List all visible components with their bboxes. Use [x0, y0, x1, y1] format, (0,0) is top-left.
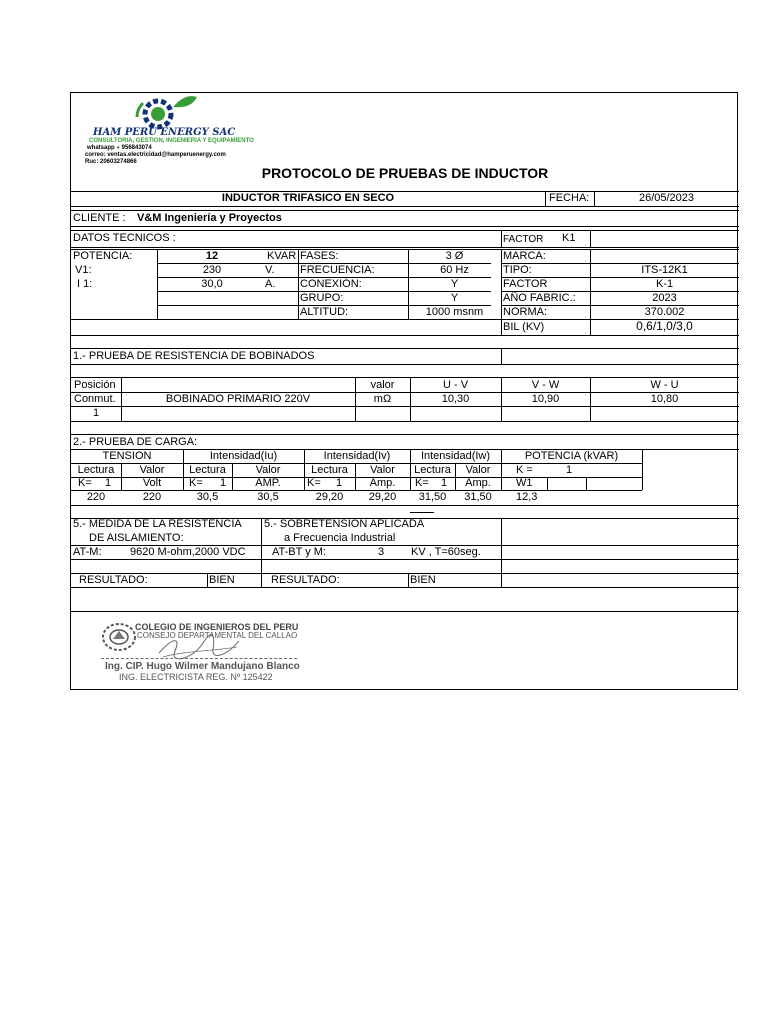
company-whatsapp: whatsapp ● 956843074	[87, 145, 152, 151]
sub-lectura-2: Lectura	[189, 464, 226, 476]
fases-value: 3 Ø	[445, 250, 464, 262]
group-iu: Intensidad(Iu)	[209, 450, 278, 462]
company-name: HAM PERU ENERGY SAC	[93, 127, 236, 138]
company-email: correo: ventas.electricidad@hamperuenergy.com	[85, 152, 226, 158]
altitud-value: 1000 msnm	[425, 306, 484, 318]
krow-v1: 1	[105, 477, 112, 489]
group-tension: TENSION	[102, 450, 152, 462]
norma-label: NORMA:	[503, 306, 547, 318]
conexion-label: CONEXIÓN:	[300, 278, 362, 290]
factor-label: FACTOR	[503, 234, 544, 245]
fecha-label: FECHA:	[549, 192, 590, 204]
krow-amp2: Amp.	[369, 477, 396, 489]
conexion-value: Y	[450, 278, 459, 290]
posicion-label: Posición	[74, 379, 116, 391]
frecuencia-value: 60 Hz	[440, 264, 469, 276]
resultado-a-value: BIEN	[209, 574, 235, 586]
valor-label: valor	[370, 379, 395, 391]
at-bt-unit: KV , T=60seg.	[411, 546, 481, 558]
section5b-subtitle: a Frecuencia Industrial	[284, 532, 396, 544]
stamp-name: Ing. CIP. Hugo Wilmer Mandujano Blanco	[105, 661, 300, 672]
resultado-b-label: RESULTADO:	[271, 574, 340, 586]
sub-valor-1: Valor	[139, 464, 165, 476]
factor2-label: FACTOR	[503, 278, 548, 290]
col-wu: W - U	[650, 379, 679, 391]
carga-val-5: 29,20	[315, 491, 344, 503]
krow-w1: W1	[516, 477, 533, 489]
krow-k1: K=	[78, 477, 92, 489]
v1-label: V1:	[75, 264, 92, 276]
frecuencia-label: FRECUENCIA:	[300, 264, 375, 276]
norma-value: 370.002	[644, 306, 685, 318]
anio-label: AÑO FABRIC.:	[503, 292, 576, 304]
i1-value: 30,0	[201, 278, 223, 290]
sub-valor-3: Valor	[370, 464, 395, 476]
krow-v4: 1	[441, 477, 448, 489]
anio-value: 2023	[652, 292, 677, 304]
sub-lectura-4: Lectura	[414, 464, 451, 476]
factor-value: K1	[562, 232, 576, 244]
v1-value: 230	[202, 264, 222, 276]
factor2-value: K-1	[655, 278, 674, 290]
group-iw: Intensidad(Iw)	[420, 450, 491, 462]
section2-title: 2.- PRUEBA DE CARGA:	[73, 436, 198, 448]
at-m-value: 9620 M-ohm,2000 VDC	[130, 546, 246, 558]
potencia-label: POTENCIA:	[73, 250, 133, 262]
krow-k4: K=	[415, 477, 429, 489]
bobinado-label: BOBINADO PRIMARIO 220V	[165, 393, 311, 405]
resultado-b-value: BIEN	[410, 574, 436, 586]
krow-volt: Volt	[142, 477, 162, 489]
position-value: 1	[92, 407, 100, 419]
value-wu: 10,80	[650, 393, 679, 405]
stamp-sub: CONSEJO DEPARTAMENTAL DEL CALLAO	[137, 631, 298, 640]
krow-k2: K=	[189, 477, 203, 489]
page-title: PROTOCOLO DE PRUEBAS DE INDUCTOR	[261, 165, 549, 181]
potencia-unit: KVAR	[267, 250, 297, 262]
at-bt-label: AT-BT y M:	[272, 546, 326, 558]
carga-val-8: 31,50	[464, 491, 492, 503]
fecha-value: 26/05/2023	[638, 192, 695, 204]
carga-val-6: 29,20	[368, 491, 397, 503]
sub-lectura-1: Lectura	[77, 464, 115, 476]
valor-unit: mΩ	[373, 393, 392, 405]
sub-lectura-3: Lectura	[311, 464, 348, 476]
k-value: 1	[566, 464, 573, 476]
bil-value: 0,6/1,0/3,0	[636, 319, 693, 333]
value-vw: 10,90	[531, 393, 560, 405]
carga-val-3: 30,5	[196, 491, 219, 503]
fases-label: FASES:	[300, 250, 339, 262]
group-iv: Intensidad(Iv)	[323, 450, 391, 462]
value-uv: 10,30	[441, 393, 470, 405]
company-tagline: CONSULTORIA, GESTION, INGENIERIA Y EQUIPAMIENTO	[89, 138, 254, 144]
v1-unit: V.	[265, 264, 275, 276]
client-value: V&M Ingeniería y Proyectos	[137, 212, 282, 224]
tipo-value: ITS-12K1	[641, 264, 688, 276]
protocol-document	[70, 92, 738, 690]
carga-val-9: 12,3	[516, 491, 538, 503]
stamp-org: COLEGIO DE INGENIEROS DEL PERU	[135, 622, 299, 632]
col-vw: V - W	[531, 379, 560, 391]
stamp-reg: ING. ELECTRICISTA REG. Nº 125422	[119, 672, 273, 682]
carga-val-7: 31,50	[418, 491, 447, 503]
carga-val-2: 220	[142, 491, 162, 503]
i1-label: I 1:	[77, 278, 93, 290]
krow-v2: 1	[220, 477, 227, 489]
krow-amp1: AMP.	[255, 477, 281, 489]
cip-seal-icon	[101, 621, 137, 653]
datos-tecnicos-label: DATOS TECNICOS :	[73, 232, 176, 244]
equipment-type: INDUCTOR TRIFASICO EN SECO	[221, 192, 395, 204]
section5a-subtitle: DE AISLAMIENTO:	[89, 532, 184, 544]
at-bt-value: 3	[378, 546, 385, 558]
carga-val-4: 30,5	[257, 491, 279, 503]
tipo-label: TIPO:	[503, 264, 532, 276]
altitud-label: ALTITUD:	[300, 306, 349, 318]
sub-valor-2: Valor	[255, 464, 281, 476]
client-label: CLIENTE :	[73, 212, 126, 224]
section1-title: 1.- PRUEBA DE RESISTENCIA DE BOBINADOS	[73, 350, 315, 362]
group-potencia: POTENCIA (kVAR)	[524, 450, 619, 462]
resultado-a-label: RESULTADO:	[79, 574, 148, 586]
grupo-value: Y	[450, 292, 459, 304]
col-uv: U - V	[442, 379, 469, 391]
krow-k3: K=	[307, 477, 321, 489]
sub-valor-4: Valor	[465, 464, 491, 476]
krow-amp3: Amp.	[465, 477, 491, 489]
company-ruc: Ruc: 20603274866	[85, 159, 137, 165]
marca-label: MARCA:	[503, 250, 546, 262]
grupo-label: GRUPO:	[300, 292, 344, 304]
section5a-title: 5.- MEDIDA DE LA RESISTENCIA	[73, 518, 242, 530]
krow-v3: 1	[336, 477, 343, 489]
k-label: K =	[516, 464, 533, 476]
section5b-title: 5.- SOBRETENSION APLICADA	[264, 518, 425, 530]
carga-val-1: 220	[86, 491, 106, 503]
conmut-label: Conmut.	[74, 393, 116, 405]
bil-label: BIL (KV)	[503, 321, 545, 333]
potencia-value: 12	[205, 250, 219, 262]
i1-unit: A.	[265, 278, 276, 290]
at-m-label: AT-M:	[73, 546, 102, 558]
